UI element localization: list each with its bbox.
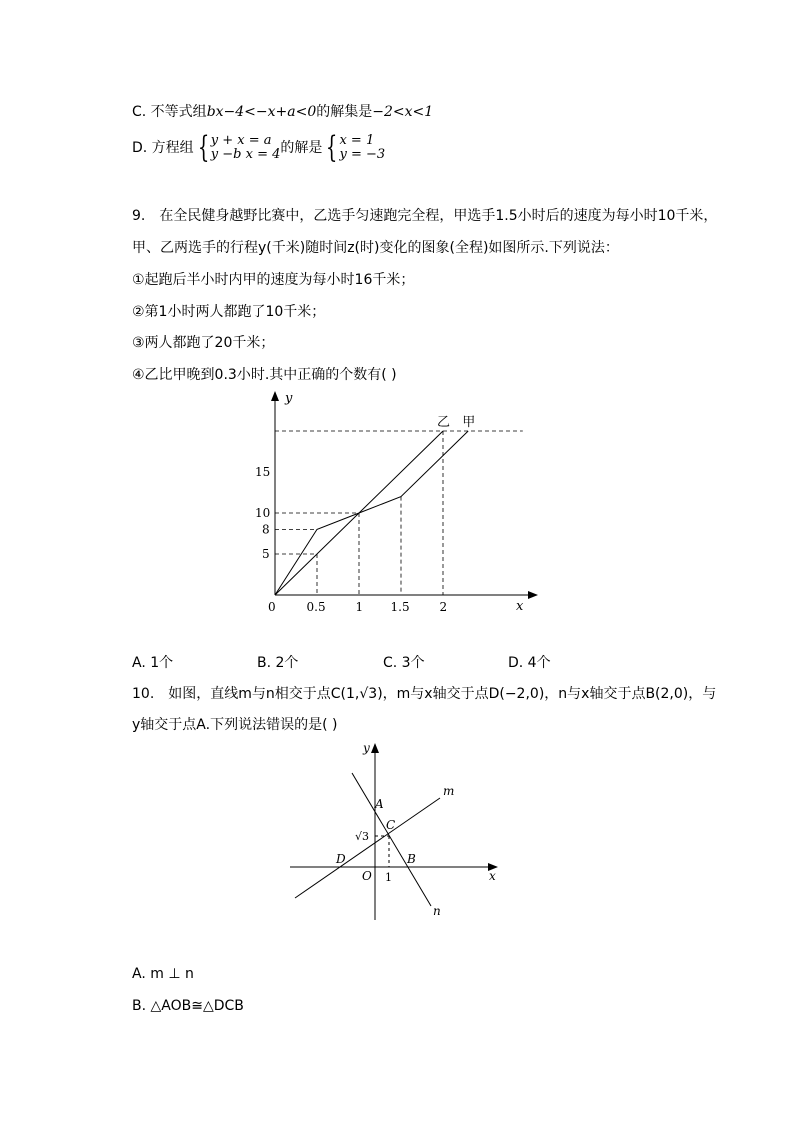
- x-tick-label-2: 1: [355, 600, 364, 614]
- q8-option-d: D. 方程组 { y + x = a y −b x = 4 的解是 { x = 1 y = −3: [132, 130, 386, 165]
- q10-stem-line2: y轴交于点A.下列说法错误的是( ): [132, 717, 338, 733]
- x-axis-label: x: [516, 599, 524, 614]
- q10-y-label: y: [363, 741, 370, 755]
- point-c-label: C: [386, 818, 396, 832]
- q10-option-a[interactable]: A. m ⊥ n: [132, 966, 194, 982]
- q9-statement-1: ①起跑后半小时内甲的速度为每小时16千米；: [132, 272, 415, 288]
- origin-label: O: [362, 869, 372, 883]
- q9-option-b[interactable]: B. 2个: [257, 655, 299, 671]
- y-axis-label: y: [285, 391, 293, 406]
- q9-option-d[interactable]: D. 4个: [508, 655, 551, 671]
- x-tick-label-0: 0: [268, 600, 276, 614]
- x-tick-label-3: 1.5: [390, 600, 410, 614]
- sqrt3-label: √3: [355, 830, 370, 843]
- q10-stem-line1: 10. 如图，直线m与n相交于点C(1,√3)，m与x轴交于点D(−2,0)，n与x轴交于点B(2,0)，与: [132, 686, 717, 702]
- q9-statement-4: ④乙比甲晚到0.3小时.其中正确的个数有( ): [132, 367, 397, 383]
- point-b-label: B: [407, 852, 416, 866]
- tick-one-label: 1: [385, 871, 392, 884]
- series-label-1: 甲: [462, 415, 476, 430]
- y-tick-label-1: 8: [262, 522, 270, 537]
- equation-system: { y + x = a y −b x = 4: [197, 130, 281, 165]
- q10-option-b[interactable]: B. △AOB≅△DCB: [132, 998, 244, 1014]
- q10-x-label: x: [489, 869, 496, 883]
- q9-statement-2: ②第1小时两人都跑了10千米；: [132, 304, 326, 320]
- q9-option-c[interactable]: C. 3个: [383, 655, 425, 671]
- x-tick-label-4: 2: [439, 600, 448, 614]
- q9-stem-line2: 甲、乙两选手的行程y(千米)随时间z(时)变化的图象(全程)如图所示.下列说法：: [132, 240, 619, 256]
- q9-statement-3: ③两人都跑了20千米；: [132, 335, 275, 351]
- y-tick-label-3: 15: [255, 465, 271, 479]
- x-tick-label-1: 0.5: [306, 600, 326, 614]
- line-n-label: n: [433, 904, 441, 918]
- q10-line-diagram: [285, 738, 525, 928]
- series-label-0: 乙: [437, 415, 451, 430]
- q9-stem-line1: 9. 在全民健身越野比赛中，乙选手匀速跑完全程，甲选手1.5小时后的速度为每小时10千米，: [132, 208, 718, 224]
- q8-option-c: C. 不等式组bx−4<−x+a<0的解集是−2<x<1: [132, 104, 434, 120]
- line-m: [295, 798, 440, 898]
- y-tick-label-2: 10: [255, 506, 271, 520]
- q9-option-a[interactable]: A. 1个: [132, 655, 174, 671]
- point-a-label: A: [375, 797, 384, 811]
- line-m-label: m: [443, 784, 455, 798]
- solution-system: { x = 1 y = −3: [326, 130, 386, 165]
- point-d-label: D: [336, 852, 346, 866]
- q9-distance-time-graph: [255, 388, 545, 618]
- y-tick-label-0: 5: [262, 547, 270, 561]
